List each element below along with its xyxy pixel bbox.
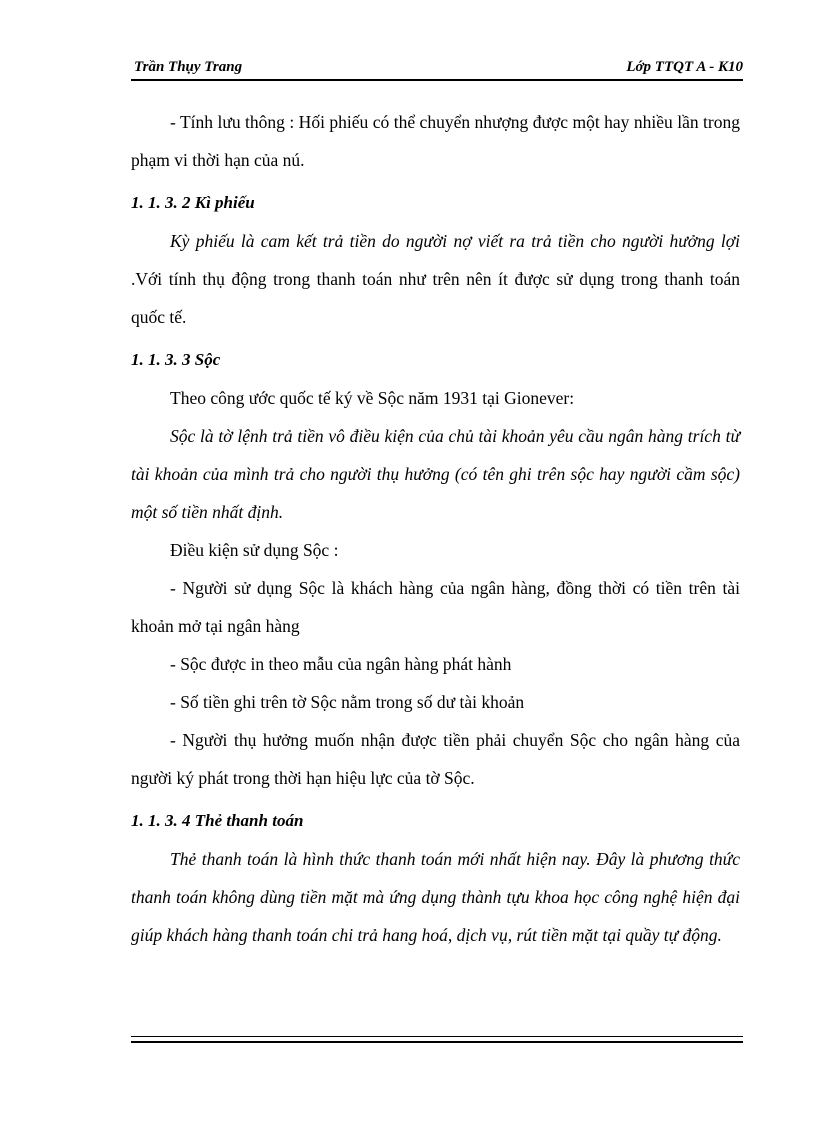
page-header bbox=[131, 58, 743, 80]
list-item-condition-4: - Người thụ hưởng muốn nhận được tiền phải chuyển Sộc cho ngân hàng của người ký phát trong thời hạn hiệu lực của tờ Sộc. bbox=[131, 730, 740, 788]
paragraph-the-thanh-toan: Thẻ thanh toán là hình thức thanh toán mới nhất hiện nay. Đây là phương thức thanh toán không dùng tiền mặt mà ứng dụng thành tựu khoa học công nghệ hiện đại giúp khách hàng thanh toán chi trả hang hoá, dịch vụ, rút tiền mặt tại quầy tự động. bbox=[131, 849, 740, 945]
list-item-condition-3: - Số tiền ghi trên tờ Sộc nằm trong số dư tài khoản bbox=[170, 692, 525, 712]
header-rule bbox=[131, 79, 743, 81]
section-heading-soc: 1. 1. 3. 3 Sộc bbox=[131, 350, 221, 369]
section-heading-the-thanh-toan: 1. 1. 3. 4 Thẻ thanh toán bbox=[131, 811, 304, 830]
paragraph-dieu-kien: Điều kiện sử dụng Sộc : bbox=[170, 540, 339, 560]
header-class: Lớp TTQT A - K10 bbox=[626, 59, 743, 75]
paragraph-soc-definition: Sộc là tờ lệnh trả tiền vô điều kiện của chủ tài khoản yêu cầu ngân hàng trích từ tài khoản của mình trả cho người thụ hưởng (có tên ghi trên sộc hay người cầm sộc) một số tiền nhất định. bbox=[131, 426, 740, 522]
footer-rule bbox=[131, 1036, 743, 1043]
list-item-condition-2: - Sộc được in theo mẫu của ngân hàng phát hành bbox=[170, 654, 512, 674]
header-author: Trần Thụy Trang bbox=[134, 59, 243, 75]
paragraph-ky-phieu bbox=[131, 222, 740, 336]
paragraph-cong-uoc: Theo công ước quốc tế ký về Sộc năm 1931 tại Gionever: bbox=[170, 388, 575, 408]
document-body bbox=[131, 103, 740, 954]
paragraph-tinh-luu-thong: - Tính lưu thông : Hối phiếu có thể chuyển nhượng được một hay nhiều lần trong phạm vi thời hạn của nú. bbox=[131, 112, 740, 170]
ky-phieu-definition: Kỳ phiếu là cam kết trả tiền do người nợ viết ra trả tiền cho người hưởng lợi bbox=[170, 231, 740, 251]
list-item-condition-1: - Người sử dụng Sộc là khách hàng của ngân hàng, đồng thời có tiền trên tài khoản mở tại ngân hàng bbox=[131, 578, 740, 636]
ky-phieu-note: .Với tính thụ động trong thanh toán như trên nên ít được sử dụng trong thanh toán quốc tế. bbox=[131, 269, 740, 327]
section-heading-ky-phieu: 1. 1. 3. 2 Kì phiếu bbox=[131, 193, 255, 212]
